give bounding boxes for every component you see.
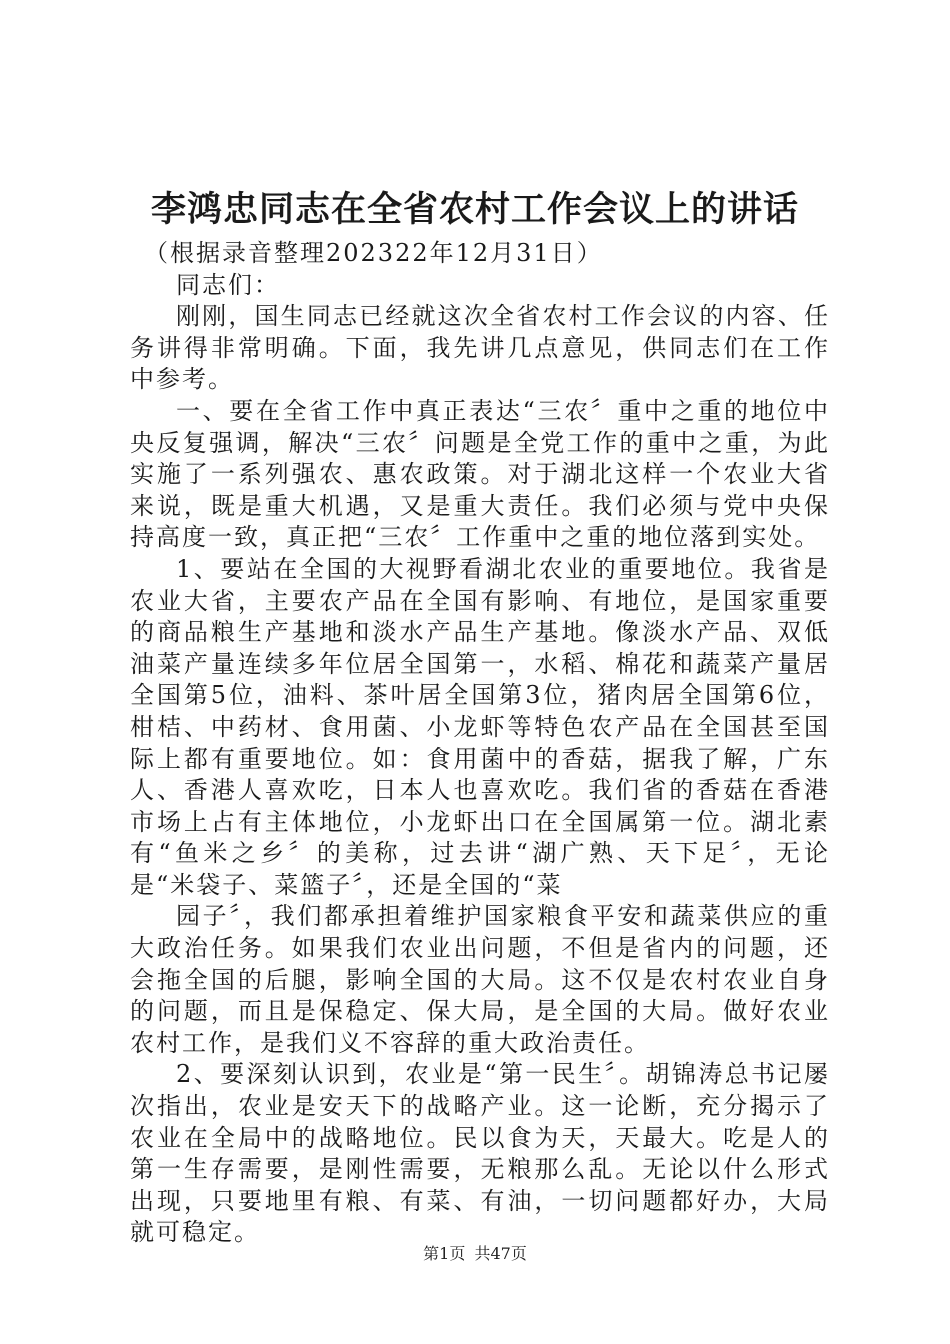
page-footer — [0, 1244, 950, 1264]
paragraph: 2、要深刻认识到，农业是“第一民生〞。胡锦涛总书记屡次指出，农业是安天下的战略产业。这一论断，充分揭示了农业在全局中的战略地位。民以食为天，天最大。吃是人的第一生存需要，是刚性需要，无粮那么乱。无论以什么形式出现，只要地里有粮、有菜、有油，一切问题都好办，大局就可稳定。 — [130, 1060, 830, 1247]
salutation: 同志们： — [176, 270, 280, 299]
page-number: 第1页 — [423, 1244, 466, 1263]
document-body — [130, 238, 830, 1249]
paragraph: 1、要站在全国的大视野看湖北农业的重要地位。我省是农业大省，主要农产品在全国有影响、有地位，是国家重要的商品粮生产基地和淡水产品生产基地。像淡水产品、双低油菜产量连续多年位居全国第一，水稻、棉花和蔬菜产量居全国第5位，油料、茶叶居全国第3位，猪肉居全国第6位，柑桔、中药材、食用菌、小龙虾等特色农产品在全国甚至国际上都有重要地位。如：食用菌中的香菇，据我了解，广东人、香港人喜欢吃，日本人也喜欢吃。我们省的香菇在香港市场上占有主体地位，小龙虾出口在全国属第一位。湖北素有“鱼米之乡〞的美称，过去讲“湖广熟、天下足〞，无论是“米袋子、菜篮子〞，还是全国的“菜 — [130, 554, 830, 899]
document-title: 李鸿忠同志在全省农村工作会议上的讲话 — [150, 189, 799, 230]
subtitle-note: （根据录音整理202322年12月31日） — [144, 239, 603, 267]
page-total: 共47页 — [474, 1244, 527, 1263]
paragraph: 园子〞，我们都承担着维护国家粮食平安和蔬菜供应的重大政治任务。如果我们农业出问题，不但是省内的问题，还会拖全国的后腿，影响全国的大局。这不仅是农村农业自身的问题，而且是保稳定、保大局，是全国的大局。做好农业农村工作，是我们义不容辞的重大政治责任。 — [130, 902, 830, 1057]
paragraph: 刚刚，国生同志已经就这次全省农村工作会议的内容、任务讲得非常明确。下面，我先讲几点意见，供同志们在工作中参考。 — [130, 302, 830, 394]
paragraph: 一、要在全省工作中真正表达“三农〞重中之重的地位中央反复强调，解决“三农〞问题是全党工作的重中之重，为此实施了一系列强农、惠农政策。对于湖北这样一个农业大省来说，既是重大机遇，又是重大责任。我们必须与党中央保持高度一致，真正把“三农〞工作重中之重的地位落到实处。 — [130, 396, 830, 552]
